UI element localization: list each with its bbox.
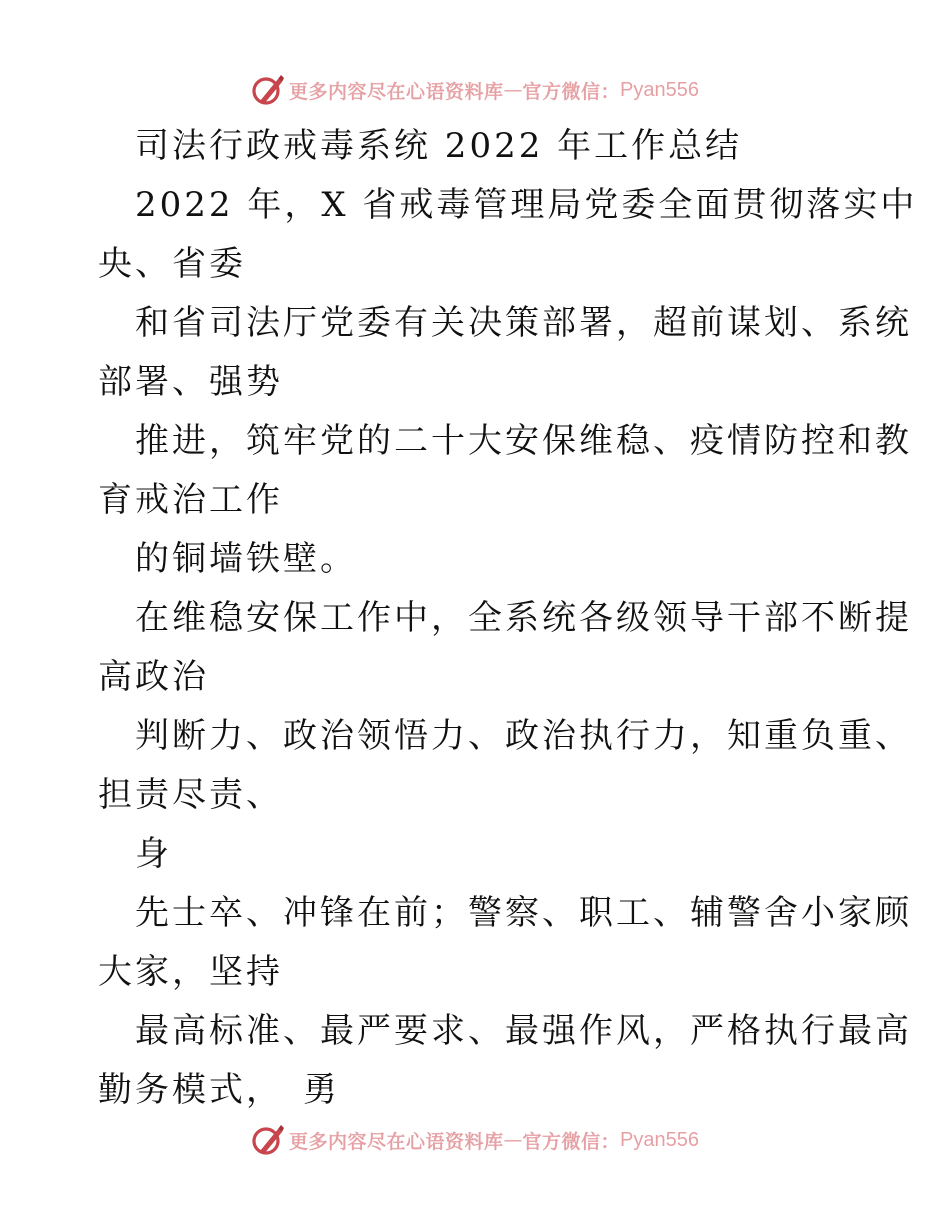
text-line: 先士卒、冲锋在前；警察、职工、辅警舍小家顾: [135, 893, 912, 933]
document-title: 司法行政戒毒系统 2022 年工作总结: [135, 126, 743, 166]
document-body: [0, 117, 950, 1120]
text-line: 担责尽责、: [98, 775, 283, 815]
text-line: 的铜墙铁壁。: [135, 539, 357, 579]
watermark-wechat-id: Pyan556: [620, 1128, 699, 1151]
watermark-dash: —: [503, 1129, 523, 1151]
text-line: 大家，坚持: [98, 952, 283, 992]
text-line: 育戒治工作: [98, 480, 283, 520]
text-line: 最高标准、最严要求、最强作风，严格执行最高: [135, 1011, 912, 1051]
text-line: 判断力、政治领悟力、政治执行力，知重负重、: [135, 716, 912, 756]
text-line: 在维稳安保工作中，全系统各级领导干部不断提: [135, 598, 912, 638]
text-line: 部署、强势: [98, 362, 283, 402]
text-line: 推进，筑牢党的二十大安保维稳、疫情防控和教: [135, 421, 912, 461]
text-line: 央、省委: [98, 244, 246, 284]
pen-logo-icon: [251, 73, 285, 107]
text-line: 身: [135, 834, 172, 874]
watermark-wechat-id: Pyan556: [620, 78, 699, 101]
text-line: 和省司法厅党委有关决策部署，超前谋划、系统: [135, 303, 912, 343]
watermark-contact-text: 官方微信：: [522, 1130, 621, 1153]
watermark-contact-text: 官方微信：: [522, 80, 621, 103]
watermark-site-text: 更多内容尽在心语资料库: [289, 80, 504, 103]
text-line: 勤务模式， 勇: [98, 1070, 340, 1110]
watermark-dash: —: [503, 79, 523, 101]
pen-logo-icon: [251, 1123, 285, 1157]
footer-watermark: [0, 1120, 950, 1160]
text-line: 高政治: [98, 657, 209, 697]
watermark-site-text: 更多内容尽在心语资料库: [289, 1130, 504, 1153]
header-watermark: [0, 70, 950, 110]
text-line: 2022 年，X 省戒毒管理局党委全面贯彻落实中: [135, 185, 918, 225]
